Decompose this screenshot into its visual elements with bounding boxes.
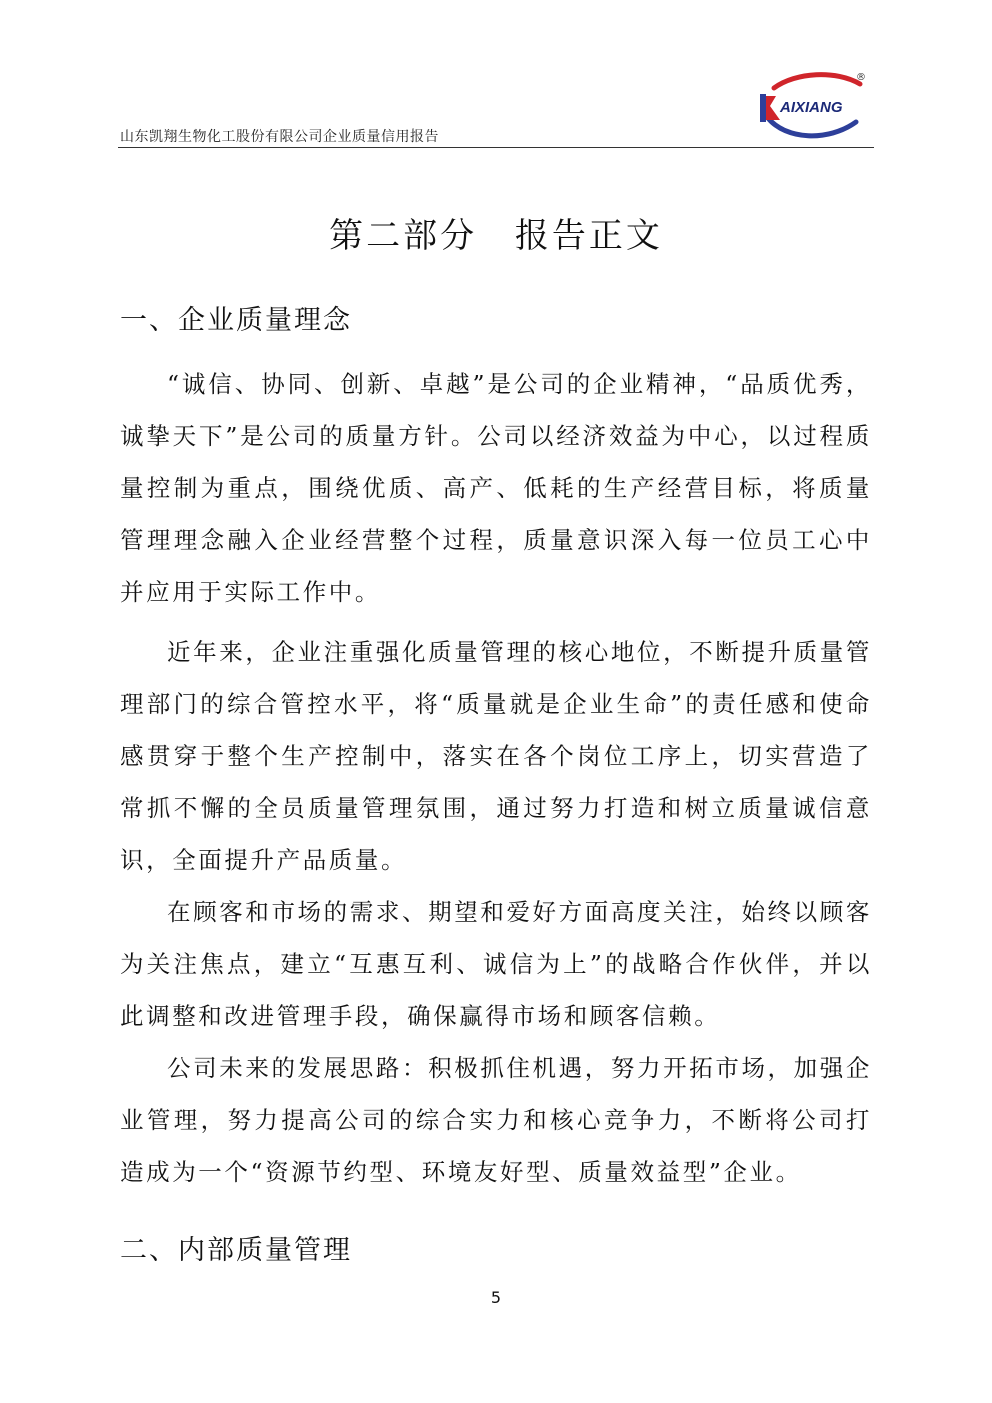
registered-mark: ® xyxy=(856,72,866,83)
running-header: 山东凯翔生物化工股份有限公司企业质量信用报告 xyxy=(120,129,439,145)
paragraph: “诚信、协同、创新、卓越”是公司的企业精神，“品质优秀，诚挚天下”是公司的质量方针。公司以经济效益为中心，以过程质量控制为重点，围绕优质、高产、低耗的生产经营目标，将质量管理理念融入企业经营整个过程，质量意识深入每一位员工心中并应用于实际工作中。 xyxy=(120,370,872,606)
section-heading-internal-quality: 二、内部质量管理 xyxy=(120,1235,352,1266)
logo-swoosh-red xyxy=(774,75,860,88)
paragraph: 公司未来的发展思路：积极抓住机遇，努力开拓市场，加强企业管理，努力提高公司的综合实力和核心竞争力，不断将公司打造成为一个“资源节约型、环境友好型、质量效益型”企业。 xyxy=(120,1054,872,1186)
company-logo xyxy=(756,70,874,142)
page-number: 5 xyxy=(490,1288,502,1307)
section-heading-quality-concept: 一、企业质量理念 xyxy=(120,305,352,336)
paragraph: 在顾客和市场的需求、期望和爱好方面高度关注，始终以顾客为关注焦点，建立“互惠互利、诚信为上”的战略合作伙伴，并以此调整和改进管理手段，确保赢得市场和顾客信赖。 xyxy=(120,898,872,1030)
page-title: 第二部分 报告正文 xyxy=(329,216,663,256)
logo-wordmark: AIXIANG xyxy=(780,99,843,116)
paragraph: 近年来，企业注重强化质量管理的核心地位，不断提升质量管理部门的综合管控水平，将“质量就是企业生命”的责任感和使命感贯穿于整个生产控制中，落实在各个岗位工序上，切实营造了常抓不懈的全员质量管理氛围，通过努力打造和树立质量诚信意识，全面提升产品质量。 xyxy=(120,638,872,874)
logo-swoosh-blue xyxy=(768,118,856,136)
header-divider xyxy=(118,147,874,148)
